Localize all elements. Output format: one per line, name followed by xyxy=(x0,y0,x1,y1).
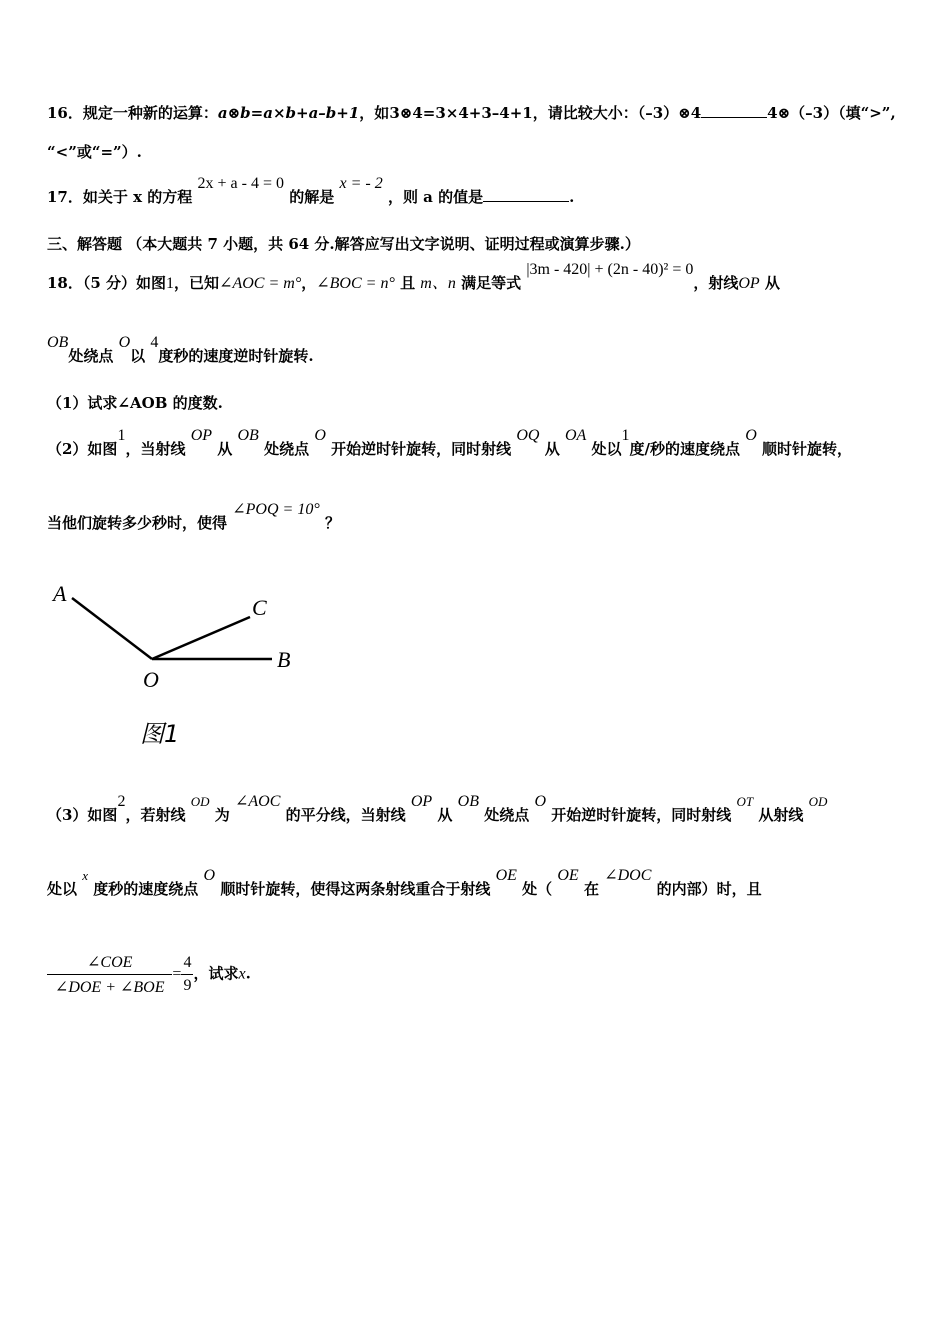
label-a: A xyxy=(53,581,67,606)
label-o: O xyxy=(143,667,159,692)
ray-oc xyxy=(152,617,250,659)
q18-3-o: O xyxy=(534,793,547,810)
q18-2-one: 1 xyxy=(621,427,630,444)
q18-3-l2e: 在 xyxy=(583,880,599,898)
q18-2-ob: OB xyxy=(237,427,259,444)
q16-text-d: 4⊗（–3）（填“>”, xyxy=(767,104,896,122)
q18-3-d: 的平分线，当射线 xyxy=(285,806,406,824)
q18-3-fig: 2 xyxy=(117,793,126,810)
q18-known: ，已知 xyxy=(174,274,220,292)
q18-2-fig: 1 xyxy=(117,427,126,444)
q18-2-g: 处以 xyxy=(591,440,622,458)
q18-1 xyxy=(47,392,223,413)
q17-answer-blank[interactable] xyxy=(483,187,569,202)
value-numerator: 4 xyxy=(181,954,193,975)
q18-2-o: O xyxy=(314,427,326,444)
figure-caption: 图1 xyxy=(140,720,180,748)
q18-3-a: （3）如图 xyxy=(47,806,118,824)
q18-2-l2a: 当他们旋转多少秒时，使得 xyxy=(47,514,228,532)
q18-equation: |3m - 420| + (2n - 40)² = 0 xyxy=(526,261,694,278)
q18-3-l3b: . xyxy=(245,964,251,983)
value-denominator: 9 xyxy=(183,977,192,994)
q18-3-op: OP xyxy=(410,793,433,810)
q16-line2 xyxy=(47,141,142,162)
q16-line1 xyxy=(47,102,896,123)
figure-1 xyxy=(40,570,320,760)
q18-3-h: 从射线 xyxy=(758,806,804,824)
q18-boc: ∠BOC = n° xyxy=(316,275,395,292)
q18-2-a: （2）如图 xyxy=(47,440,118,458)
q18-3-g: 开始逆时针旋转，同时射线 xyxy=(551,806,732,824)
q18-3-x: x xyxy=(82,868,89,883)
q18-3-line1 xyxy=(47,793,828,825)
q18-2-d: 处绕点 xyxy=(264,440,310,458)
q18-l2c: 度秒的速度逆时针旋转. xyxy=(158,347,314,365)
q18-3-oe: OE xyxy=(495,867,517,884)
q16-example: 3⊗4=3×4+3–4+1 xyxy=(389,104,533,122)
q18-2-oq: OQ xyxy=(516,427,540,444)
section3-title xyxy=(47,233,640,254)
q18-points: （5 分）如图 xyxy=(82,274,167,292)
q18-fig-ref: 1 xyxy=(166,275,175,292)
q16-formula: a⊗b=a×b+a–b+1 xyxy=(217,104,360,122)
equals-sign: = xyxy=(172,965,182,983)
q18-aoc: ∠AOC = m° xyxy=(219,275,302,292)
q18-satisfy: 满足等式 xyxy=(455,274,522,292)
q18-2-o2: O xyxy=(745,427,757,444)
fraction-numerator: ∠COE xyxy=(47,952,172,975)
q18-l2b: 以 xyxy=(130,347,146,365)
q16-text: 规定一种新的运算： xyxy=(82,104,218,122)
q18-3-c: 为 xyxy=(214,806,230,824)
q18-3-value-fraction xyxy=(181,954,193,995)
q16-options: “<”或“=”）. xyxy=(47,143,142,161)
q18-3-line2 xyxy=(47,867,762,899)
q18-2-c: 从 xyxy=(217,440,233,458)
q18-3-aoc: ∠AOC xyxy=(234,793,281,810)
q17-solution: x = - 2 xyxy=(339,175,383,192)
q16-number: 16． xyxy=(47,104,83,122)
q16-text-c: ，请比较大小：（–3）⊗4 xyxy=(532,104,702,122)
q18-3-f: 处绕点 xyxy=(484,806,530,824)
q18-2-op: OP xyxy=(190,427,213,444)
q18-line2 xyxy=(47,334,314,366)
label-b: B xyxy=(277,647,291,672)
q18-and: 且 xyxy=(394,274,421,292)
q17-text-d: . xyxy=(569,188,575,206)
q18-4: 4 xyxy=(150,334,159,351)
q18-2-line2 xyxy=(47,501,340,533)
q17-text-b: 的解是 xyxy=(289,188,335,206)
q18-3-l3a: ，试求 xyxy=(193,964,239,983)
q18-3-l2f: 的内部）时，且 xyxy=(656,880,762,898)
q18-op: OP xyxy=(738,275,760,292)
q18-3-l2b: 度秒的速度绕点 xyxy=(93,880,199,898)
q17-number: 17． xyxy=(47,188,83,206)
q18-3-ratio-fraction xyxy=(47,952,172,997)
q18-1-text: （1）试求∠AOB 的度数. xyxy=(47,394,223,412)
q18-3-l2c: 顺时针旋转，使得这两条射线重合于射线 xyxy=(220,880,491,898)
q18-l2a: 处绕点 xyxy=(68,347,114,365)
q18-2-h: 度/秒的速度绕点 xyxy=(629,440,741,458)
q18-ray: ，射线 xyxy=(693,274,739,292)
q18-3-od: OD xyxy=(190,794,210,809)
q18-3-l2d: 处（ xyxy=(522,880,553,898)
q18-3-e: 从 xyxy=(437,806,453,824)
q18-2-l2b: ？ xyxy=(324,514,340,532)
q18-2-f: 从 xyxy=(544,440,560,458)
q17-line xyxy=(47,175,575,207)
q16-answer-blank[interactable] xyxy=(701,103,767,118)
q18-mn: m、n xyxy=(420,275,456,292)
q18-3-o2: O xyxy=(203,867,216,884)
q18-o: O xyxy=(118,334,131,351)
q17-text-c: ，则 a 的值是 xyxy=(387,188,484,206)
q18-3-x2: x xyxy=(238,965,246,983)
q18-3-doc: ∠DOC xyxy=(604,867,652,884)
q18-2-line1 xyxy=(47,427,853,459)
q18-2-b: ，当射线 xyxy=(125,440,186,458)
q18-3-ot: OT xyxy=(736,794,754,809)
q18-2-poq: ∠POQ = 10° xyxy=(232,501,320,518)
q18-ob: OB xyxy=(47,334,69,351)
q18-line1 xyxy=(47,261,780,293)
q18-3-od2: OD xyxy=(808,794,828,809)
q18-3-line3 xyxy=(47,952,251,997)
q18-2-oa: OA xyxy=(564,427,587,444)
q18-sep: ， xyxy=(301,274,317,292)
ray-oa xyxy=(72,598,152,659)
q16-text-b: ，如 xyxy=(359,104,390,122)
q18-2-e: 开始逆时针旋转，同时射线 xyxy=(331,440,512,458)
q18-3-b: ，若射线 xyxy=(125,806,186,824)
label-c: C xyxy=(252,595,267,620)
section3-title-text: 三、解答题 （本大题共 7 小题，共 64 分.解答应写出文字说明、证明过程或演算步骤.） xyxy=(47,235,640,253)
q18-3-l2a: 处以 xyxy=(47,880,78,898)
q18-number: 18． xyxy=(47,274,83,292)
q18-3-oe2: OE xyxy=(557,867,579,884)
q18-2-i: 顺时针旋转， xyxy=(762,440,853,458)
q17-text-a: 如关于 x 的方程 xyxy=(82,188,193,206)
q18-from: 从 xyxy=(759,274,780,292)
fraction-denominator: ∠DOE + ∠BOE xyxy=(54,979,165,996)
q17-equation: 2x + a - 4 = 0 xyxy=(197,175,284,192)
q18-3-ob: OB xyxy=(457,793,479,810)
